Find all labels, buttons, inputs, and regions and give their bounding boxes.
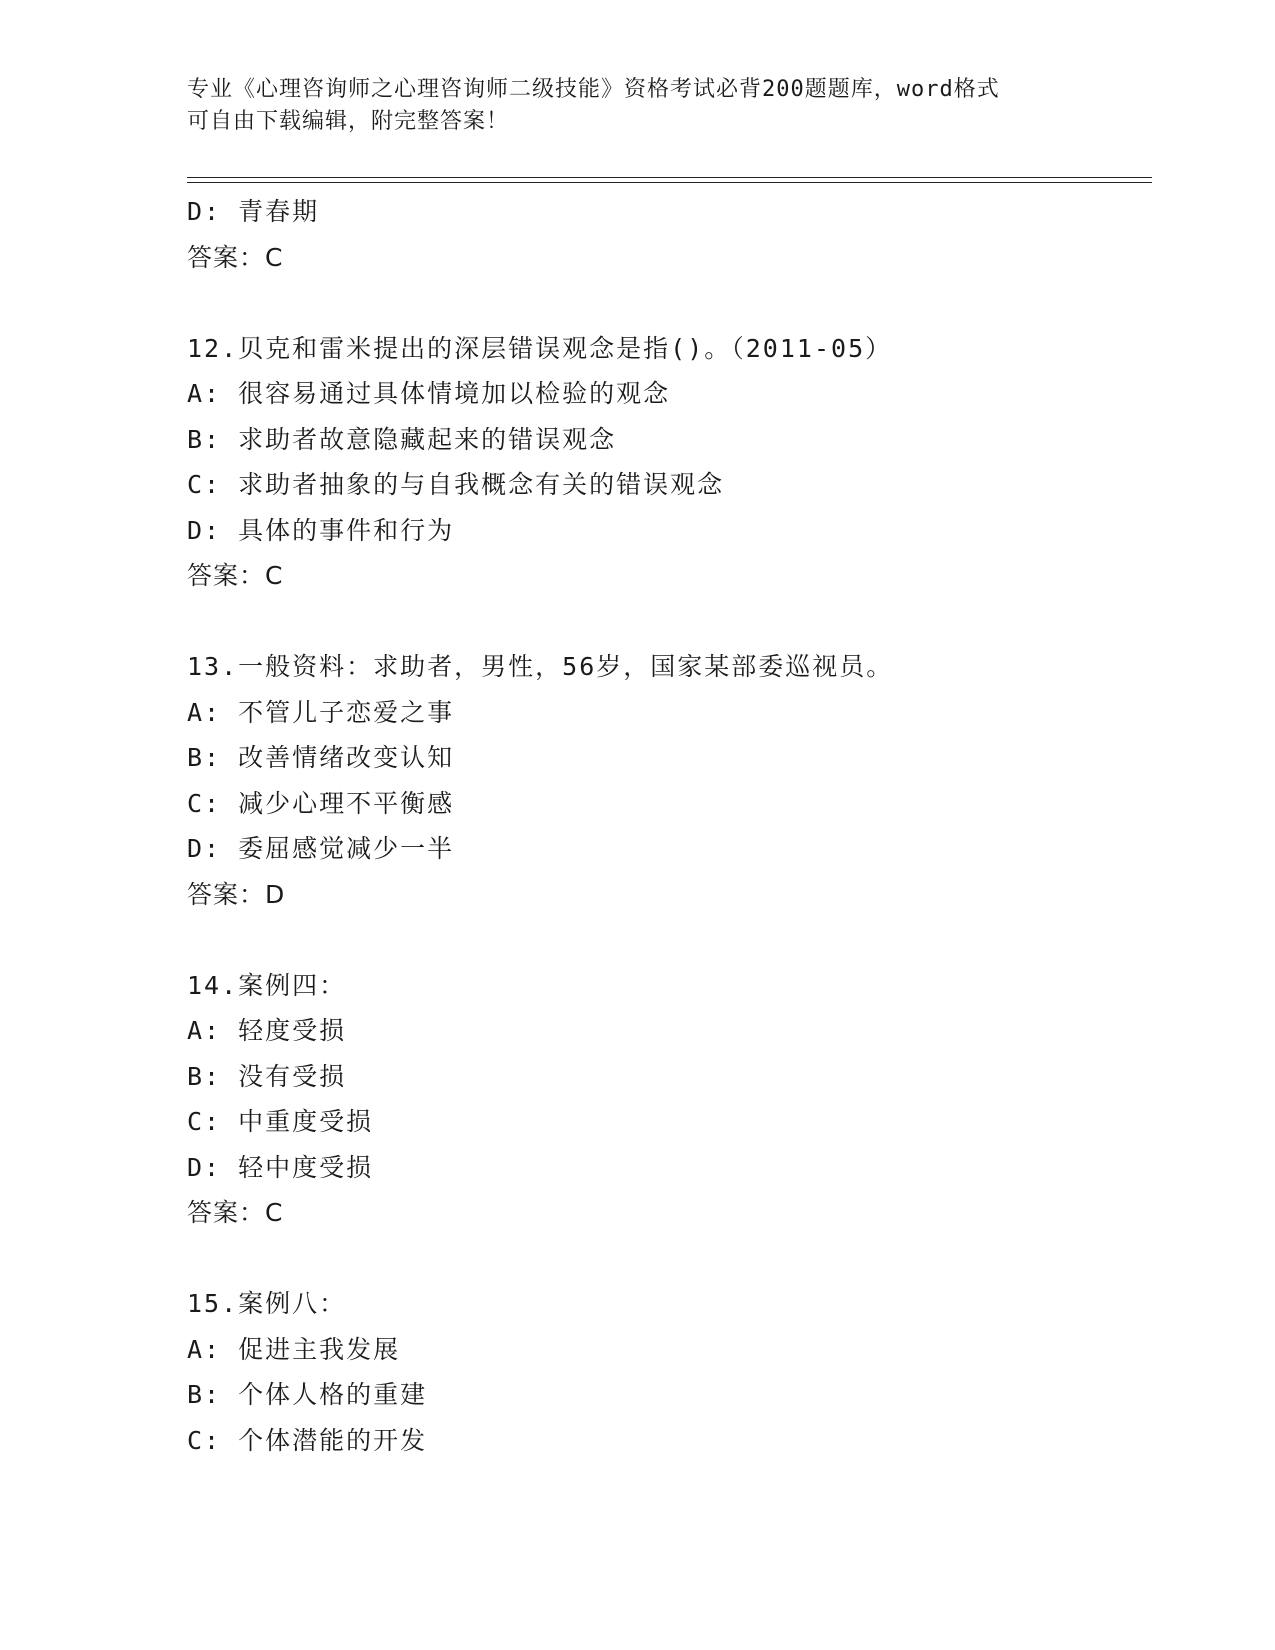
option-d: D: 具体的事件和行为	[187, 515, 455, 545]
option-b: B: 改善情绪改变认知	[187, 743, 455, 772]
option-a: A: 很容易通过具体情境加以检验的观念	[187, 379, 671, 408]
header-title-line-1: 专业《心理咨询师之心理咨询师二级技能》资格考试必背200题题库，word格式	[187, 77, 1000, 102]
question-13	[187, 644, 1152, 917]
header-title-line-2: 可自由下载编辑，附完整答案！	[187, 109, 510, 134]
option-c: C: 求助者抽象的与自我概念有关的错误观念	[187, 470, 725, 499]
option-c: C: 个体潜能的开发	[187, 1425, 428, 1455]
question-14	[187, 963, 1152, 1236]
option-d: D: 青春期	[187, 197, 320, 226]
spacer	[187, 599, 1152, 645]
option-d: D: 委屈感觉减少一半	[187, 834, 455, 863]
option-b: B: 没有受损	[187, 1061, 347, 1091]
question-15	[187, 1281, 1152, 1463]
question-12	[187, 326, 1152, 599]
answer-line: 答案：D	[187, 879, 286, 909]
option-b: B: 个体人格的重建	[187, 1380, 428, 1409]
question-11-tail	[187, 189, 1152, 280]
question-stem: 13.一般资料：求助者，男性，56岁，国家某部委巡视员。	[187, 652, 894, 681]
question-stem: 12.贝克和雷米提出的深层错误观念是指()。（2011-05）	[187, 333, 893, 363]
document-body	[187, 189, 1152, 1463]
spacer	[187, 917, 1152, 963]
option-c: C: 减少心理不平衡感	[187, 788, 455, 818]
option-b: B: 求助者故意隐藏起来的错误观念	[187, 424, 617, 454]
option-a: A: 轻度受损	[187, 1016, 347, 1045]
question-stem: 15.案例八：	[187, 1289, 347, 1318]
header-divider-bottom	[187, 182, 1152, 183]
option-a: A: 促进主我发展	[187, 1334, 401, 1364]
spacer	[187, 1236, 1152, 1282]
answer-line: 答案：C	[187, 1198, 284, 1227]
option-d: D: 轻中度受损	[187, 1152, 374, 1182]
question-stem: 14.案例四：	[187, 970, 347, 1000]
option-c: C: 中重度受损	[187, 1107, 374, 1136]
header-divider-top	[187, 177, 1152, 178]
spacer	[187, 280, 1152, 326]
document-header	[187, 74, 1087, 138]
answer-line: 答案：C	[187, 561, 284, 590]
answer-line: 答案：C	[187, 242, 284, 272]
option-a: A: 不管儿子恋爱之事	[187, 697, 455, 727]
